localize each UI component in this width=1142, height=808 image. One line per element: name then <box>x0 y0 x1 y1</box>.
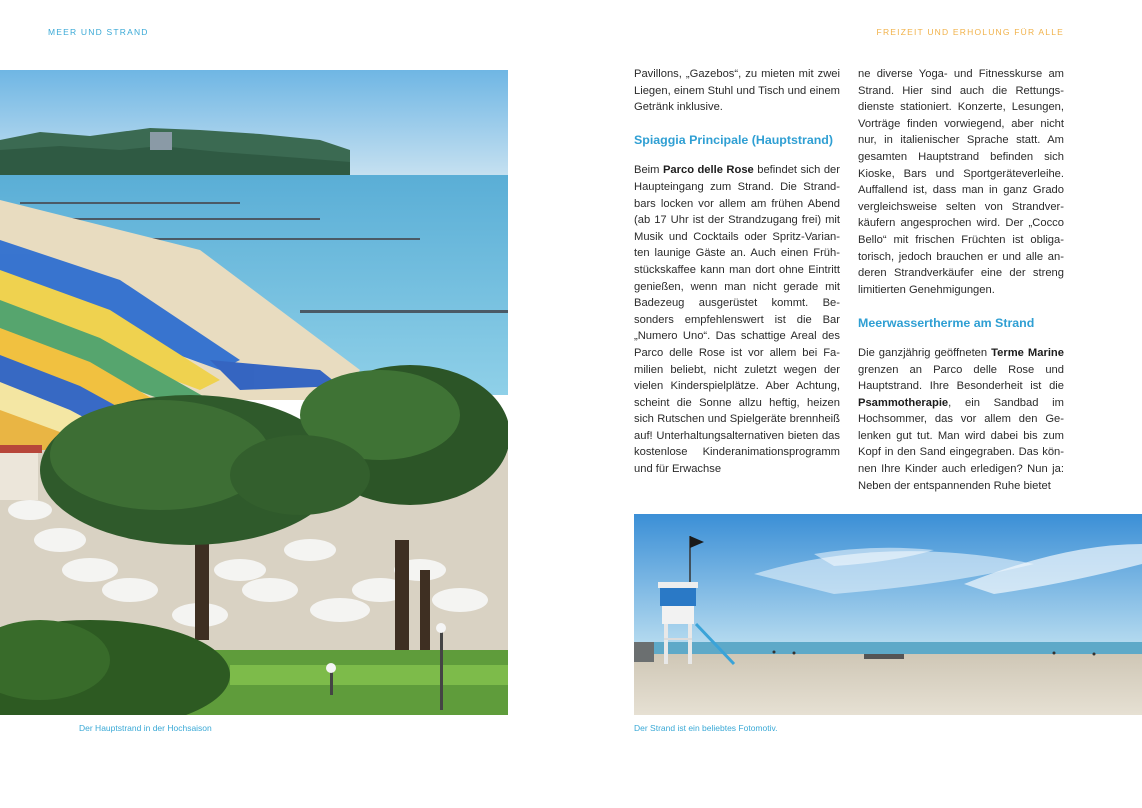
bold-term: Psammotherapie <box>858 396 949 409</box>
section-heading-meerwassertherme: Meerwassertherme am Strand <box>858 315 1035 330</box>
paragraph: Die ganzjährig geöffneten Terme Marine grenzen an Parco delle Rose und Hauptstrand. Ihre Besonderheit ist die Psammotherapie, ein Sandbad im Hochsommer, das vor allem den Gelenken gut tut. Man wird dabei bis zum Kopf in den Sand eingegraben. Das können Ihre Kinder auch erledigen? Nun ja: Neben der entspannenden Ruhe bietet <box>858 346 1064 492</box>
bold-term: Parco delle Rose <box>662 164 754 177</box>
photo-right-caption: Der Strand ist ein beliebtes Fotomotiv. <box>634 723 778 733</box>
running-head-left: MEER UND STRAND <box>48 27 149 37</box>
beach-photo-left <box>0 70 508 715</box>
text-column-1 <box>634 66 840 478</box>
text-column-2 <box>858 66 1064 494</box>
photo-left-caption: Der Hauptstrand in der Hochsaison <box>79 723 212 733</box>
paragraph: Beim Parco delle Rose befindet sich der Haupteingang zum Strand. Die Strandbars locken vor allem am frühen Abend (ab 17 Uhr ist der Strandzugang frei) mit Musik und Cocktails oder Spritz-Varianten launige Gäste an. Auch einen Frühstückskaffee kann man dort ohne Eintritt genießen, wenn man nicht gerade mit Badezeug ausgerüstet kommt. Besonders empfehlenswert ist die Bar „Numero Uno“. Das schattige Areal des Parco delle Rose ist vor allem bei Familien beliebt, nicht zuletzt wegen der vielen Kinderspielplätze. Aber Achtung, scheint die Sonne allzu heftig, heizen sich Rutschen und Spielgeräte brennheiß auf! Unterhaltungsalternativen bieten das kostenlose Kinderanimationsprogramm und für Erwachse <box>634 164 840 476</box>
bold-term: Terme Marine <box>991 346 1064 359</box>
paragraph: ne diverse Yoga- und Fitnesskurse am Strand. Hier sind auch die Rettungsdienste stationiert. Konzerte, Lesungen, Vorträge finden vorwiegend, aber nicht nur, in italienischer Sprache statt. Am gesamten Hauptstrand befinden sich Kioske, Bars und Sportgeräteverleihe. Auffallend ist, dass man in ganz Grado vergleichsweise selten von Strandverkäufern angesprochen wird. Der „Cocco Bello“ mit frischen Früchten ist obligatorisch, jedoch brauchen er und alle anderen Strandverkäufer eine der streng limitierten Genehmigungen. <box>858 68 1064 296</box>
paragraph: Pavillons, „Gazebos“, zu mieten mit zwei Liegen, einem Stuhl und Tisch und einem Getränk inklusive. <box>634 68 840 114</box>
beach-photo-right <box>634 514 1142 715</box>
running-head-right: FREIZEIT UND ERHOLUNG FÜR ALLE <box>876 27 1064 37</box>
section-heading-hauptstrand: Spiaggia Principale (Hauptstrand) <box>634 133 833 148</box>
